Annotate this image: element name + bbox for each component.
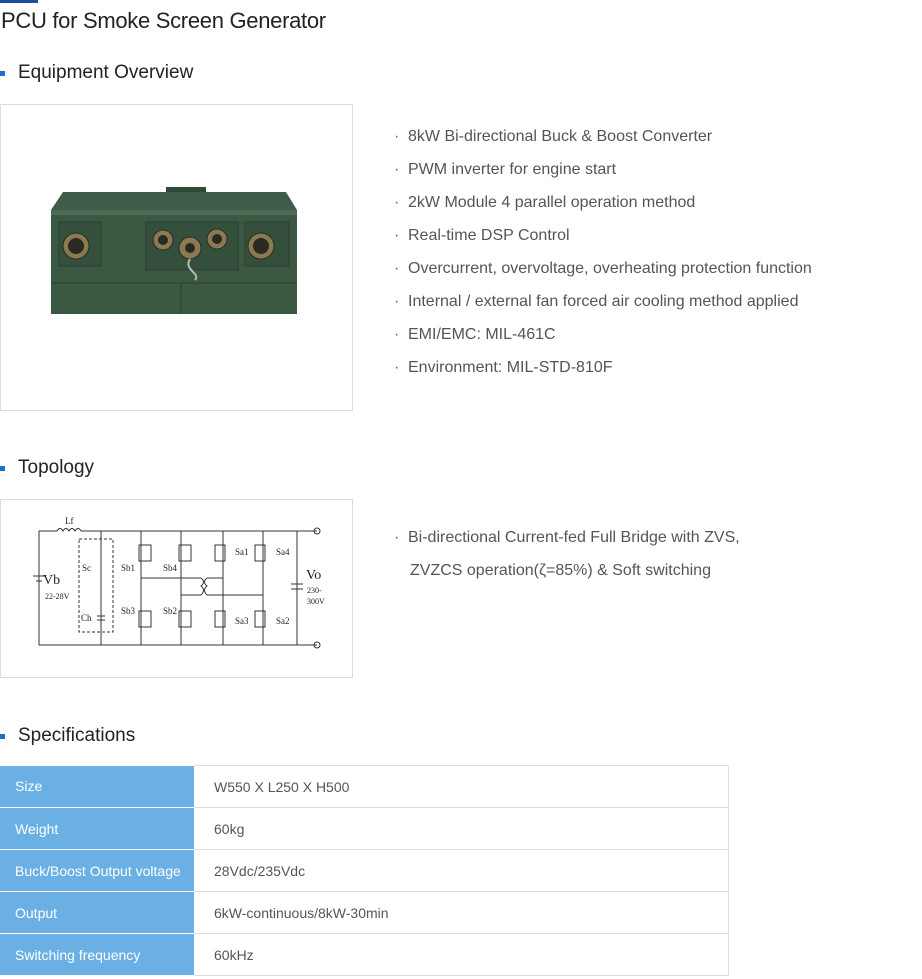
list-item: · EMI/EMC: MIL-461C [394, 326, 556, 343]
svg-text:22-28V: 22-28V [45, 592, 70, 601]
section-title-topology: Topology [18, 457, 95, 478]
svg-text:Sa1: Sa1 [235, 547, 249, 557]
topology-description [394, 521, 740, 587]
table-row [0, 850, 729, 892]
spec-value: W550 X L250 X H500 [194, 766, 729, 808]
spec-key: Weight [0, 808, 194, 850]
spec-key: Switching frequency [0, 934, 194, 976]
spec-key: Buck/Boost Output voltage [0, 850, 194, 892]
svg-text:230-: 230- [307, 586, 322, 595]
section-title-specs: Specifications [18, 725, 136, 746]
spec-table [0, 765, 729, 976]
spec-value: 60kHz [194, 934, 729, 976]
svg-text:Sb1: Sb1 [121, 563, 136, 573]
svg-text:Vo: Vo [306, 568, 322, 583]
feature-list [394, 126, 812, 390]
list-item: · Real-time DSP Control [394, 227, 570, 244]
page-title: PCU for Smoke Screen Generator [1, 8, 326, 33]
list-item: · Environment: MIL-STD-810F [394, 359, 613, 376]
list-item: · Overcurrent, overvoltage, overheating protection function [394, 260, 812, 277]
section-heading-topology [0, 457, 94, 479]
square-bullet-icon [0, 71, 5, 76]
svg-text:Ch: Ch [81, 613, 92, 623]
svg-text:Sb2: Sb2 [163, 606, 178, 616]
spec-value: 60kg [194, 808, 729, 850]
title-accent-bar [0, 0, 38, 3]
topology-line-2: ZVZCS operation(ζ=85%) & Soft switching [410, 562, 711, 579]
svg-text:Sa2: Sa2 [276, 616, 290, 626]
square-bullet-icon [0, 734, 5, 739]
section-heading-specs [0, 725, 135, 747]
table-row [0, 892, 729, 934]
square-bullet-icon [0, 466, 5, 471]
svg-text:Sc: Sc [82, 563, 91, 573]
svg-text:Sa3: Sa3 [235, 616, 249, 626]
table-row [0, 766, 729, 808]
list-item: · 2kW Module 4 parallel operation method [394, 194, 696, 211]
table-row [0, 934, 729, 976]
svg-text:Vb: Vb [43, 573, 61, 588]
spec-value: 28Vdc/235Vdc [194, 850, 729, 892]
spec-key: Size [0, 766, 194, 808]
spec-key: Output [0, 892, 194, 934]
section-title-overview: Equipment Overview [18, 62, 194, 83]
topology-diagram-frame [0, 499, 353, 678]
list-item: · 8kW Bi-directional Buck & Boost Converter [394, 128, 713, 145]
equipment-photo [1, 105, 352, 410]
svg-text:300V: 300V [307, 597, 325, 606]
equipment-photo-frame [0, 104, 353, 411]
list-item: · Internal / external fan forced air cooling method applied [394, 293, 799, 310]
table-row [0, 808, 729, 850]
topology-line-1: · Bi-directional Current-fed Full Bridge with ZVS, [394, 529, 740, 546]
list-item: · PWM inverter for engine start [394, 161, 617, 178]
svg-text:Sb4: Sb4 [163, 563, 178, 573]
circuit-diagram [1, 500, 352, 677]
section-heading-overview [0, 62, 193, 84]
svg-text:Sa4: Sa4 [276, 547, 290, 557]
svg-text:Lf: Lf [65, 516, 74, 526]
spec-value: 6kW-continuous/8kW-30min [194, 892, 729, 934]
svg-text:Sb3: Sb3 [121, 606, 136, 616]
